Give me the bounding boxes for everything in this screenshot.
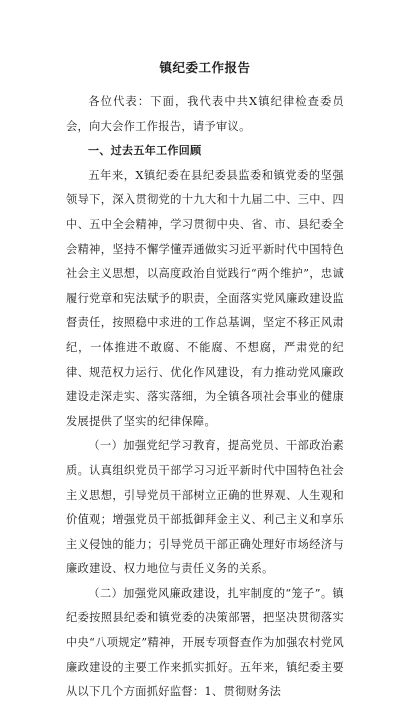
document-title: 镇纪委工作报告 [159,60,251,75]
greeting-paragraph: 各位代表：下面，我代表中共X镇纪律检查委员会，向大会作工作报告，请予审议。 [66,95,344,133]
body-paragraph-3: （二）加强党风廉政建设，扎牢制度的“笼子”。镇纪委按照县纪委和镇党委的决策部署，把坚决贯彻落实中央“八项规定”精神，开展专项督查作为加强农村党风廉政建设的主要工作来抓实抓好。五年来，镇纪委主要从以下几个方面抓好监督：1、贯彻财务法 [66,586,344,699]
body-paragraph-2: （一）加强党纪学习教育，提高党员、干部政治素质。认真组织党员干部学习习近平新时代中国特色社会主义思想，引导党员干部树立正确的世界观、人生观和价值观；增强党员干部抵御拜金主义、利己主义和享乐主义侵蚀的能力；引导党员干部正确处理好市场经济与廉政建设、权力地位与责任义务的关系。 [66,439,344,576]
section-heading: 一、过去五年工作回顾 [88,144,202,158]
body-paragraph-1: 五年来，X镇纪委在县纪委县监委和镇党委的坚强领导下，深入贯彻党的十九大和十九届二中、三中、四中、五中全会精神，学习贯彻中央、省、市、县纪委全会精神，坚持不懈学懂弄通做实习近平新时代中国特色社会主义思想，以高度政治自觉践行“两个维护”，忠诚履行党章和宪法赋予的职责，全面落实党风廉政建设监督责任，按照稳中求进的工作总基调，坚定不移正风肃纪，一体推进不敢腐、不能腐、不想腐，严肃党的纪律、规范权力运行、优化作风建设，有力推动党风廉政建设走深走实、落实落细，为全镇各项社会事业的健康发展提供了坚实的纪律保障。 [66,168,344,428]
